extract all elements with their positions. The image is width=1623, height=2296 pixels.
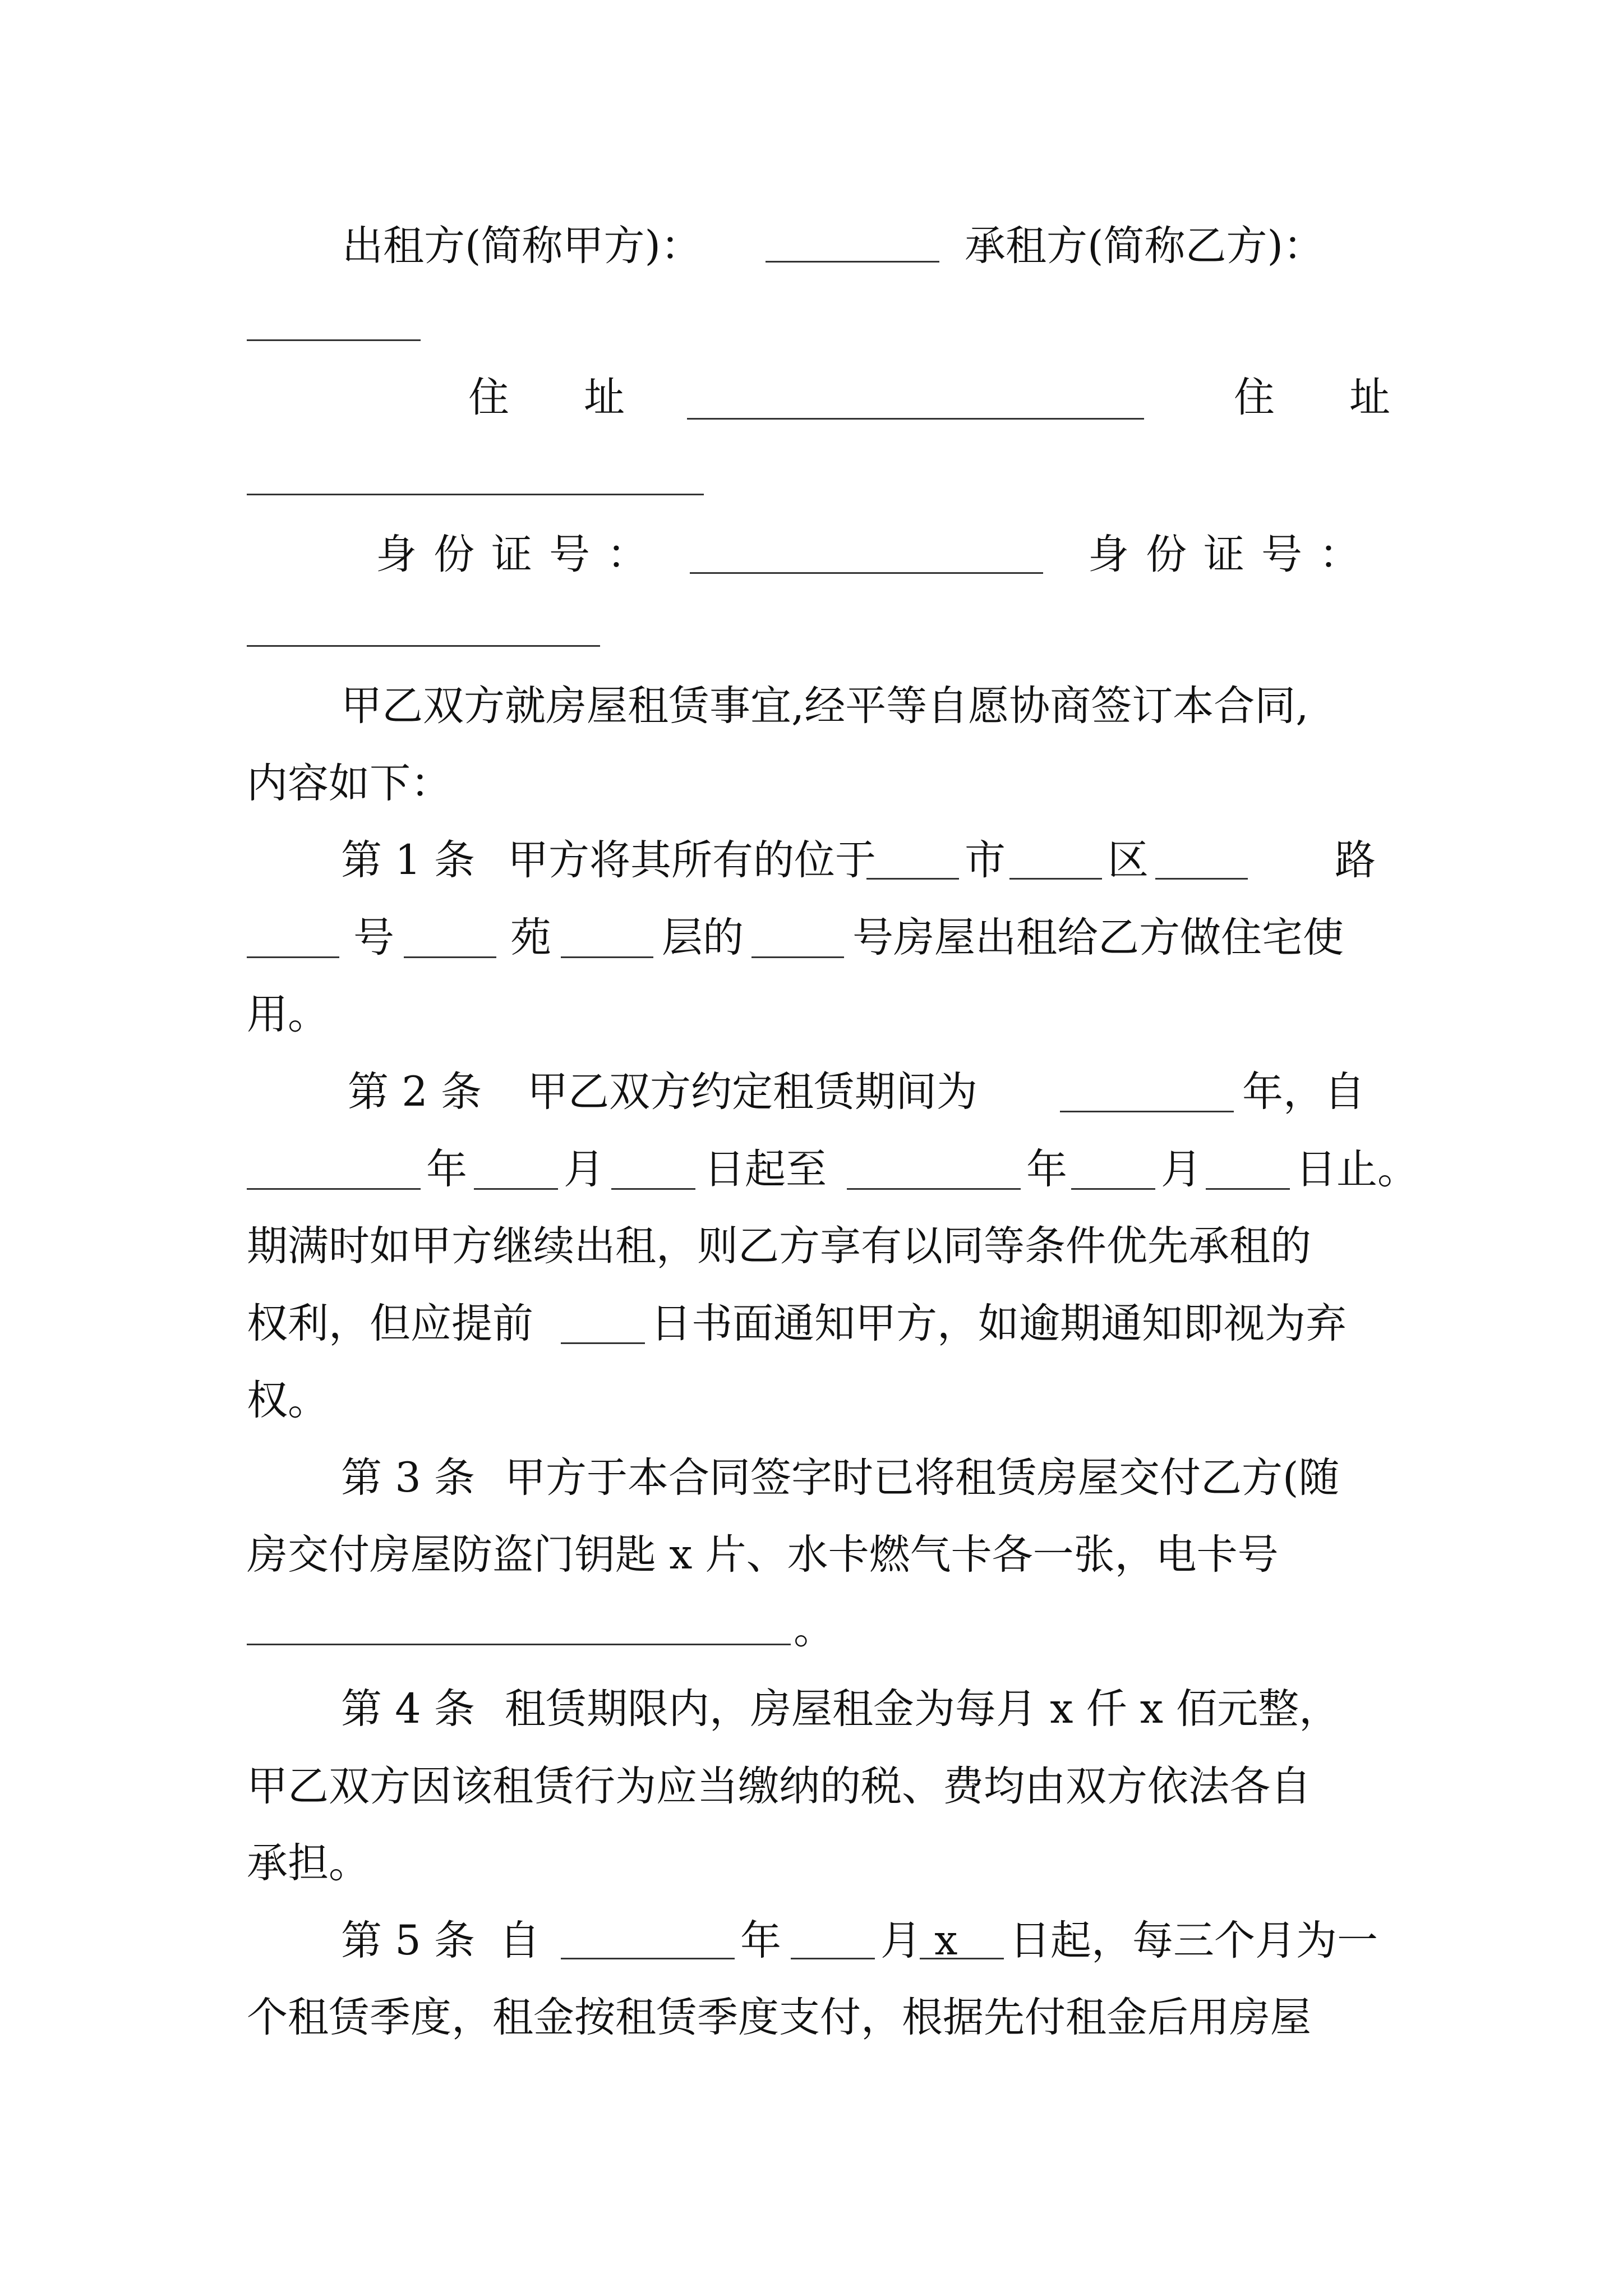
lessor-id-label: 身份证号：: [376, 531, 665, 578]
term-years-blank: [1060, 1111, 1234, 1112]
start-day-blank-5: [920, 1958, 1004, 1959]
article-5-from: 自: [499, 1917, 540, 1964]
article-5-label: 第 5 条: [341, 1917, 475, 1964]
article-1-end: 用。: [247, 991, 329, 1038]
article-4-label: 第 4 条: [341, 1685, 475, 1733]
article-2-start: 日起至: [704, 1145, 827, 1193]
article-1-label: 第 1 条: [341, 836, 475, 884]
lessor-label: 出租方(简称甲方)：: [342, 222, 702, 270]
article-1-floor: 层的: [662, 914, 744, 961]
lessee-address-blank: [247, 494, 704, 495]
notice-days-blank: [561, 1342, 645, 1344]
article-2-end: 日止。: [1295, 1145, 1418, 1193]
start-year-blank-5: [561, 1958, 735, 1959]
lessee-address-label: 住 址: [1234, 374, 1407, 421]
article-1-estate: 苑: [510, 914, 551, 961]
article-2-year-2: 年: [1026, 1145, 1067, 1193]
number-blank: [247, 956, 339, 958]
lessee-id-label: 身份证号：: [1088, 531, 1377, 578]
meter-number-blank: [247, 1644, 791, 1645]
lessee-name-blank: [247, 339, 421, 341]
article-2-year-1: 年: [426, 1145, 467, 1193]
article-4-line-3: 承担。: [247, 1839, 370, 1887]
article-2-text-2: 年，自: [1242, 1068, 1365, 1116]
article-2-label: 第 2 条: [348, 1068, 482, 1116]
end-day-blank: [1206, 1188, 1290, 1190]
article-3-line-1: 甲方于本合同签字时已将租赁房屋交付乙方(随: [505, 1454, 1340, 1502]
article-2-text-1: 甲乙双方约定租赁期间为: [527, 1068, 978, 1116]
article-2-month-2: 月: [1161, 1145, 1202, 1193]
article-5-year: 年: [740, 1917, 781, 1964]
article-5-line-1-end: 日起，每三个月为一: [1009, 1917, 1378, 1964]
road-blank: [1155, 878, 1248, 880]
article-1-room: 号房屋出租给乙方做住宅使: [852, 914, 1344, 961]
lessor-name-blank: [766, 261, 939, 263]
article-1-road: 路: [1335, 836, 1376, 884]
article-2-line-4a: 权利，但应提前: [247, 1300, 533, 1347]
article-2-line-4b: 日书面通知甲方，如逾期通知即视为弃: [651, 1300, 1347, 1347]
article-1-city: 市: [965, 836, 1006, 884]
article-1-district: 区: [1108, 836, 1149, 884]
city-blank: [866, 878, 959, 880]
lessee-label: 承租方(简称乙方)：: [965, 222, 1324, 270]
floor-blank: [561, 956, 653, 958]
start-month-blank-5: [791, 1958, 875, 1959]
article-3-label: 第 3 条: [341, 1454, 475, 1502]
intro-line-2: 内容如下：: [247, 760, 451, 807]
article-3-end: 。: [794, 1605, 834, 1653]
article-4-line-1: 租赁期限内，房屋租金为每月 x 仟 x 佰元整，: [505, 1685, 1340, 1733]
article-2-month-1: 月: [564, 1145, 605, 1193]
article-2-line-3: 期满时如甲方继续出租，则乙方享有以同等条件优先承租的: [247, 1222, 1311, 1270]
lessor-address-blank: [687, 418, 1144, 420]
intro-line-1: 甲乙双方就房屋租赁事宜,经平等自愿协商签订本合同,: [341, 682, 1309, 730]
article-1-number: 号: [353, 914, 394, 961]
lessor-id-blank: [690, 572, 1043, 574]
article-1-text: 甲方将其所有的位于: [508, 836, 876, 884]
article-5-month: 月 x: [880, 1917, 958, 1964]
start-year-blank: [247, 1188, 421, 1190]
article-3-line-2: 房交付房屋防盗门钥匙 x 片、水卡燃气卡各一张，电卡号: [247, 1531, 1279, 1579]
lessor-address-label: 住 址: [468, 374, 642, 421]
end-month-blank: [1071, 1188, 1155, 1190]
lessee-id-blank: [247, 645, 600, 647]
start-month-blank: [474, 1188, 558, 1190]
article-5-line-2: 个租赁季度，租金按租赁季度支付，根据先付租金后用房屋: [247, 1994, 1311, 2041]
article-2-line-5: 权。: [247, 1377, 329, 1424]
estate-blank: [404, 956, 496, 958]
article-4-line-2: 甲乙双方因该租赁行为应当缴纳的税、费均由双方依法各自: [247, 1763, 1311, 1810]
start-day-blank: [611, 1188, 695, 1190]
district-blank: [1009, 878, 1102, 880]
room-blank: [751, 956, 844, 958]
end-year-blank: [847, 1188, 1021, 1190]
